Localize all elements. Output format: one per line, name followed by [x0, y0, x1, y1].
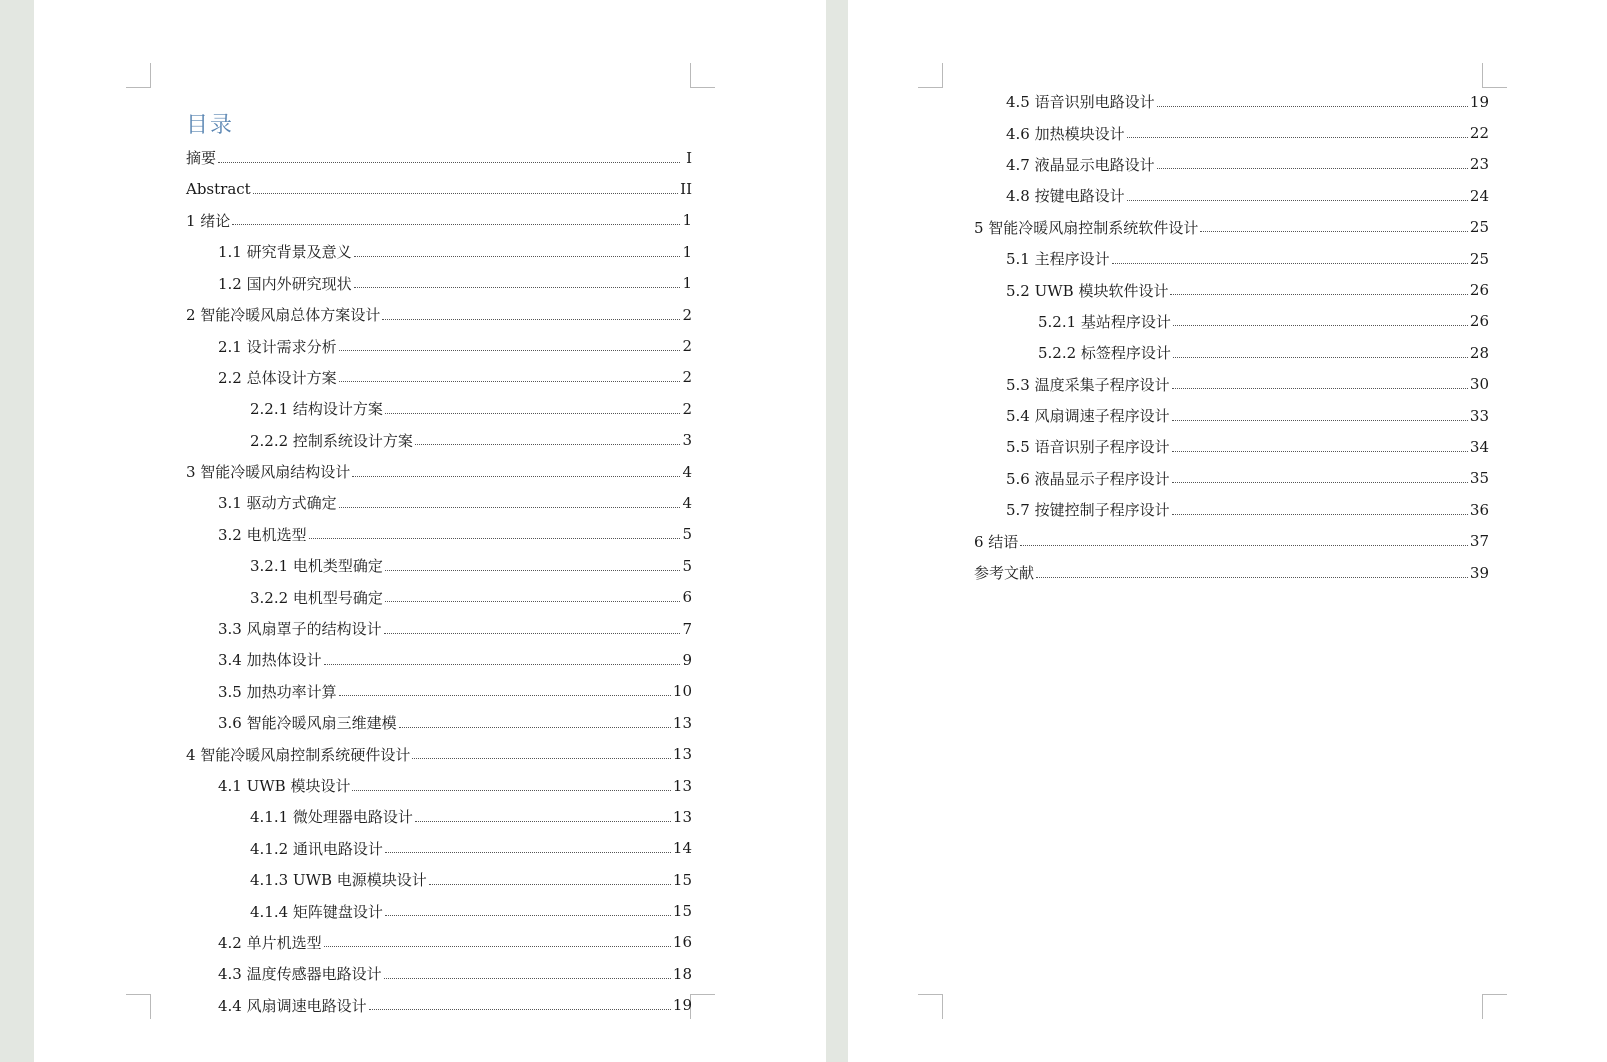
toc-entry-label: 4.5 语音识别电路设计	[1006, 93, 1155, 112]
toc-leader-dots	[385, 915, 671, 916]
toc-entry-label: 4.3 温度传感器电路设计	[218, 965, 382, 984]
toc-entry[interactable]	[186, 738, 692, 769]
toc-entry-label: 2 智能冷暖风扇总体方案设计	[186, 306, 381, 325]
toc-entry[interactable]	[974, 212, 1489, 243]
toc-entry[interactable]	[186, 707, 692, 738]
toc-entry-page-number: 2	[682, 305, 692, 324]
toc-leader-dots	[324, 946, 671, 947]
toc-entry-page-number: 25	[1469, 218, 1489, 237]
crop-mark-top-left	[126, 63, 151, 88]
toc-leader-dots	[1173, 357, 1468, 358]
document-page-2	[848, 0, 1607, 1062]
toc-list-page-2	[974, 86, 1489, 588]
toc-entry-label: 4.1 UWB 模块设计	[218, 777, 351, 795]
crop-mark-bottom-right	[1482, 994, 1507, 1019]
toc-entry-page-number: 24	[1469, 186, 1489, 205]
toc-leader-dots	[1020, 545, 1468, 546]
toc-leader-dots	[339, 350, 680, 351]
toc-entry[interactable]	[186, 613, 692, 644]
toc-leader-dots	[339, 507, 680, 508]
toc-entry-label: 1 绪论	[186, 211, 231, 230]
toc-entry[interactable]	[974, 149, 1489, 180]
toc-entry[interactable]	[186, 236, 692, 267]
toc-leader-dots	[1172, 451, 1468, 452]
toc-entry[interactable]	[186, 864, 692, 895]
toc-entry-label: 2.2 总体设计方案	[218, 368, 337, 387]
toc-entry[interactable]	[186, 990, 692, 1021]
toc-entry-page-number: 16	[672, 933, 692, 952]
toc-entry[interactable]	[974, 463, 1489, 494]
toc-leader-dots	[415, 444, 680, 445]
toc-leader-dots	[1200, 231, 1468, 232]
toc-entry-label: 2.2.1 结构设计方案	[250, 400, 383, 419]
toc-entry-label: 2.1 设计需求分析	[218, 337, 337, 356]
toc-entry-page-number: 30	[1469, 375, 1489, 394]
toc-entry-page-number: 15	[672, 870, 692, 889]
toc-entry[interactable]	[186, 644, 692, 675]
toc-entry-label: 3.1 驱动方式确定	[218, 494, 337, 513]
toc-entry-label: 4.1.3 UWB 电源模块设计	[250, 871, 427, 890]
toc-entry-page-number: 9	[682, 650, 692, 669]
crop-mark-top-right	[690, 63, 715, 88]
toc-entry[interactable]	[186, 362, 692, 393]
toc-entry-label: 4.2 单片机选型	[218, 933, 322, 952]
toc-entry-page-number: II	[680, 180, 692, 199]
toc-leader-dots	[384, 633, 680, 634]
toc-entry[interactable]	[186, 895, 692, 926]
toc-entry-page-number: 39	[1469, 563, 1489, 582]
toc-entry[interactable]	[186, 425, 692, 456]
toc-leader-dots	[352, 476, 680, 477]
toc-entry[interactable]	[974, 180, 1489, 211]
toc-leader-dots	[232, 224, 680, 225]
toc-entry[interactable]	[974, 557, 1489, 588]
toc-entry-page-number: 1	[682, 211, 692, 230]
toc-entry-page-number: 18	[672, 964, 692, 983]
toc-entry[interactable]	[186, 676, 692, 707]
toc-entry-label: 3.2 电机选型	[218, 525, 307, 544]
crop-mark-bottom-left	[126, 994, 151, 1019]
toc-entry[interactable]	[186, 456, 692, 487]
toc-entry-page-number: 10	[672, 682, 692, 701]
toc-entry[interactable]	[186, 268, 692, 299]
toc-entry[interactable]	[186, 487, 692, 518]
toc-entry-page-number: 34	[1469, 437, 1489, 456]
toc-entry-label: 5.2.1 基站程序设计	[1038, 312, 1171, 331]
toc-leader-dots	[382, 319, 680, 320]
toc-entry-page-number: 6	[682, 588, 692, 607]
toc-entry-page-number: 7	[682, 619, 692, 638]
toc-leader-dots	[1157, 106, 1468, 107]
toc-leader-dots	[1172, 388, 1468, 389]
toc-leader-dots	[339, 381, 680, 382]
crop-mark-bottom-left	[918, 994, 943, 1019]
toc-entry-label: 2.2.2 控制系统设计方案	[250, 431, 413, 450]
toc-entry-page-number: I	[686, 148, 692, 167]
toc-entry[interactable]	[974, 306, 1489, 337]
toc-leader-dots	[253, 193, 678, 194]
toc-leader-dots	[309, 538, 680, 539]
toc-entry-page-number: 15	[672, 902, 692, 921]
toc-entry-page-number: 13	[672, 776, 692, 795]
toc-entry-page-number: 26	[1469, 312, 1489, 331]
toc-entry-label: 1.1 研究背景及意义	[218, 243, 352, 262]
toc-entry-page-number: 13	[672, 713, 692, 732]
toc-entry-label: 3.5 加热功率计算	[218, 682, 337, 701]
toc-entry-label: 3.3 风扇罩子的结构设计	[218, 620, 382, 639]
toc-entry[interactable]	[186, 550, 692, 581]
toc-entry-page-number: 2	[682, 368, 692, 387]
toc-leader-dots	[1173, 325, 1468, 326]
toc-entry-page-number: 19	[1469, 92, 1489, 111]
toc-entry-page-number: 1	[682, 242, 692, 261]
toc-leader-dots	[415, 821, 671, 822]
toc-entry-label: 5.5 语音识别子程序设计	[1006, 438, 1170, 457]
toc-entry-page-number: 36	[1469, 500, 1489, 519]
toc-entry[interactable]	[974, 525, 1489, 556]
toc-entry-label: 3.2.2 电机型号确定	[250, 588, 383, 607]
toc-entry[interactable]	[186, 330, 692, 361]
toc-entry-label: 6 结语	[974, 532, 1019, 551]
toc-leader-dots	[1112, 263, 1468, 264]
toc-entry[interactable]	[974, 117, 1489, 148]
toc-entry-label: Abstract	[186, 180, 251, 199]
toc-entry-label: 5.2 UWB 模块软件设计	[1006, 281, 1169, 300]
toc-entry-page-number: 19	[672, 996, 692, 1015]
toc-entry-label: 5.4 风扇调速子程序设计	[1006, 407, 1170, 426]
toc-entry[interactable]	[186, 833, 692, 864]
toc-leader-dots	[1172, 482, 1468, 483]
toc-leader-dots	[1127, 137, 1468, 138]
toc-entry-label: 1.2 国内外研究现状	[218, 274, 352, 293]
toc-entry-page-number: 33	[1469, 406, 1489, 425]
toc-entry-page-number: 35	[1469, 469, 1489, 488]
toc-leader-dots	[412, 758, 671, 759]
toc-leader-dots	[385, 570, 680, 571]
toc-entry-page-number: 37	[1469, 532, 1489, 551]
toc-entry-page-number: 25	[1469, 249, 1489, 268]
toc-entry-page-number: 2	[682, 399, 692, 418]
toc-entry[interactable]	[186, 299, 692, 330]
toc-entry[interactable]	[974, 494, 1489, 525]
toc-leader-dots	[1127, 200, 1468, 201]
toc-entry-page-number: 23	[1469, 155, 1489, 174]
toc-entry-label: 3.6 智能冷暖风扇三维建模	[218, 714, 397, 733]
document-page-1	[34, 0, 826, 1062]
toc-entry-page-number: 13	[672, 807, 692, 826]
toc-leader-dots	[1157, 168, 1468, 169]
toc-entry[interactable]	[974, 243, 1489, 274]
toc-entry[interactable]	[186, 393, 692, 424]
toc-entry-page-number: 28	[1469, 343, 1489, 362]
toc-entry[interactable]	[186, 958, 692, 989]
toc-leader-dots	[429, 884, 671, 885]
toc-entry-label: 4.1.2 通讯电路设计	[250, 839, 383, 858]
toc-entry-page-number: 26	[1469, 281, 1489, 300]
toc-entry-page-number: 22	[1469, 124, 1489, 143]
toc-entry-label: 摘要	[186, 149, 217, 168]
toc-entry-label: 5.1 主程序设计	[1006, 250, 1110, 269]
toc-entry[interactable]	[186, 927, 692, 958]
toc-leader-dots	[1172, 514, 1468, 515]
toc-entry-label: 3.4 加热体设计	[218, 651, 322, 670]
toc-entry-label: 4.1.1 微处理器电路设计	[250, 808, 413, 827]
toc-entry[interactable]	[186, 173, 692, 204]
toc-entry[interactable]	[974, 369, 1489, 400]
toc-leader-dots	[218, 162, 680, 163]
toc-entry[interactable]	[186, 581, 692, 612]
toc-entry-label: 4.1.4 矩阵键盘设计	[250, 902, 383, 921]
toc-leader-dots	[324, 664, 680, 665]
toc-entry-label: 参考文献	[974, 564, 1035, 583]
toc-entry-label: 5.6 液晶显示子程序设计	[1006, 469, 1170, 488]
toc-entry-label: 5 智能冷暖风扇控制系统软件设计	[974, 218, 1199, 237]
toc-entry-page-number: 2	[682, 337, 692, 356]
toc-entry-page-number: 5	[682, 525, 692, 544]
crop-mark-top-left	[918, 63, 943, 88]
toc-leader-dots	[352, 790, 670, 791]
toc-leader-dots	[339, 695, 671, 696]
toc-leader-dots	[385, 413, 680, 414]
toc-entry-label: 4 智能冷暖风扇控制系统硬件设计	[186, 745, 411, 764]
toc-leader-dots	[369, 1009, 671, 1010]
toc-entry[interactable]	[186, 770, 692, 801]
crop-mark-bottom-right	[690, 994, 715, 1019]
toc-leader-dots	[1170, 294, 1467, 295]
toc-title: 目录	[186, 113, 235, 138]
toc-entry-label: 3 智能冷暖风扇结构设计	[186, 463, 351, 482]
toc-entry-page-number: 5	[682, 556, 692, 575]
toc-entry[interactable]	[974, 400, 1489, 431]
toc-leader-dots	[354, 256, 680, 257]
toc-entry[interactable]	[974, 86, 1489, 117]
toc-entry-label: 3.2.1 电机类型确定	[250, 557, 383, 576]
toc-entry-page-number: 4	[682, 462, 692, 481]
toc-entry-label: 4.4 风扇调速电路设计	[218, 996, 367, 1015]
toc-entry-label: 5.2.2 标签程序设计	[1038, 344, 1171, 363]
toc-entry[interactable]	[974, 337, 1489, 368]
toc-entry-page-number: 13	[672, 745, 692, 764]
toc-entry[interactable]	[186, 205, 692, 236]
toc-entry-label: 4.7 液晶显示电路设计	[1006, 155, 1155, 174]
crop-mark-top-right	[1482, 63, 1507, 88]
toc-leader-dots	[354, 287, 680, 288]
toc-leader-dots	[1172, 420, 1468, 421]
toc-list-page-1	[186, 142, 692, 1021]
toc-entry-page-number: 4	[682, 493, 692, 512]
toc-entry-label: 5.7 按键控制子程序设计	[1006, 501, 1170, 520]
toc-entry[interactable]	[186, 519, 692, 550]
toc-entry[interactable]	[974, 274, 1489, 305]
toc-entry-label: 4.8 按键电路设计	[1006, 187, 1125, 206]
toc-entry-label: 5.3 温度采集子程序设计	[1006, 375, 1170, 394]
toc-entry-label: 4.6 加热模块设计	[1006, 124, 1125, 143]
toc-entry-page-number: 14	[672, 839, 692, 858]
toc-entry-page-number: 1	[682, 274, 692, 293]
toc-leader-dots	[385, 601, 680, 602]
toc-leader-dots	[385, 852, 671, 853]
toc-leader-dots	[384, 978, 671, 979]
toc-leader-dots	[1036, 577, 1468, 578]
toc-entry-page-number: 3	[682, 431, 692, 450]
toc-leader-dots	[399, 727, 671, 728]
toc-entry[interactable]	[186, 142, 692, 173]
toc-entry[interactable]	[186, 801, 692, 832]
toc-entry[interactable]	[974, 431, 1489, 462]
